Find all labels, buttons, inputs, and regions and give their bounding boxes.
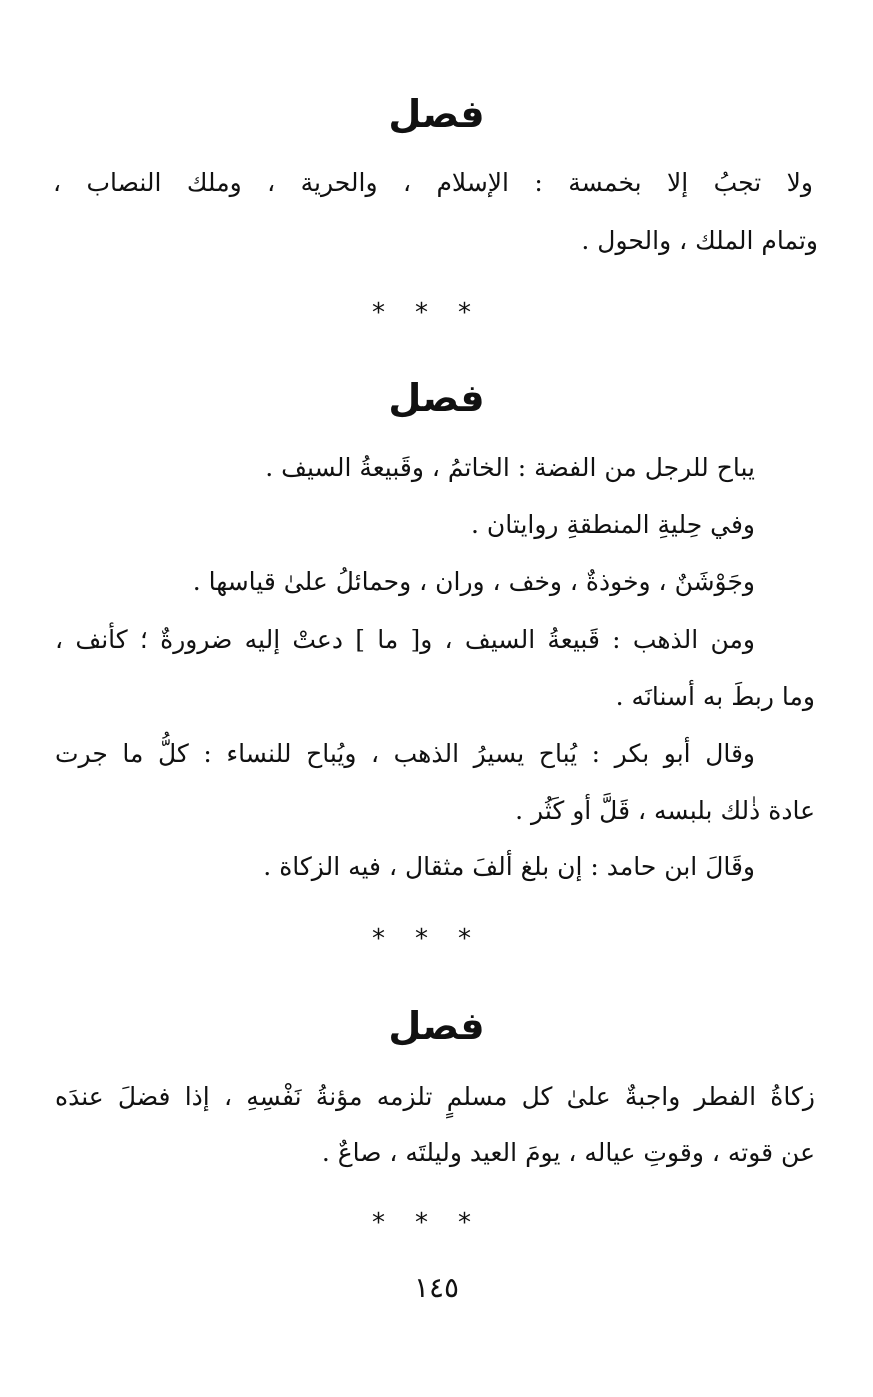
section-2-line-5: وما ربطَ به أسنانَه . [615,682,815,711]
section-3-line-1: زكاةُ الفطر واجبةٌ علىٰ كل مسلمٍ تلزمه مؤنةُ نَفْسِهِ ، إذا فضلَ عندَه [55,1082,815,1111]
section-1-heading: فصل [388,92,485,136]
separator-3: *** [372,1208,501,1238]
section-2-line-1: يباح للرجل من الفضة : الخاتمُ ، وقَبيعةُ السيف . [265,453,755,482]
section-2-line-4: ومن الذهب : قَبيعةُ السيف ، و[ ما ] دعتْ إليه ضرورةٌ ؛ كأنف ، [55,625,755,654]
section-2-heading: فصل [388,376,485,420]
section-2-line-3: وجَوْشَنٌ ، وخوذةٌ ، وخف ، وران ، وحمائلُ علىٰ قياسها . [192,567,755,596]
page-number: ١٤٥ [413,1271,460,1304]
section-2-line-6: وقال أبو بكر : يُباح يسيرُ الذهب ، ويُباح للنساء : كلُّ ما جرت [55,739,755,768]
section-2-line-8: وقَالَ ابن حامد : إن بلغ ألفَ مثقال ، فيه الزكاة . [263,852,755,881]
section-1-line-2: وتمام الملك ، والحول . [581,226,818,255]
section-3-heading: فصل [388,1004,485,1048]
section-2-line-7: عادة ذٰلك بلبسه ، قَلَّ أو كَثُر . [515,796,815,825]
separator-1: *** [372,298,501,328]
section-3-line-2: عن قوته ، وقوتِ عياله ، يومَ العيد وليلتَه ، صاعٌ . [321,1138,815,1167]
separator-2: *** [372,924,501,954]
section-2-line-2: وفي حِليةِ المنطقةِ روايتان . [471,510,755,539]
section-1-line-1: ولا تجبُ إلا بخمسة : الإسلام ، والحرية ، وملك النصاب ، [53,168,813,197]
